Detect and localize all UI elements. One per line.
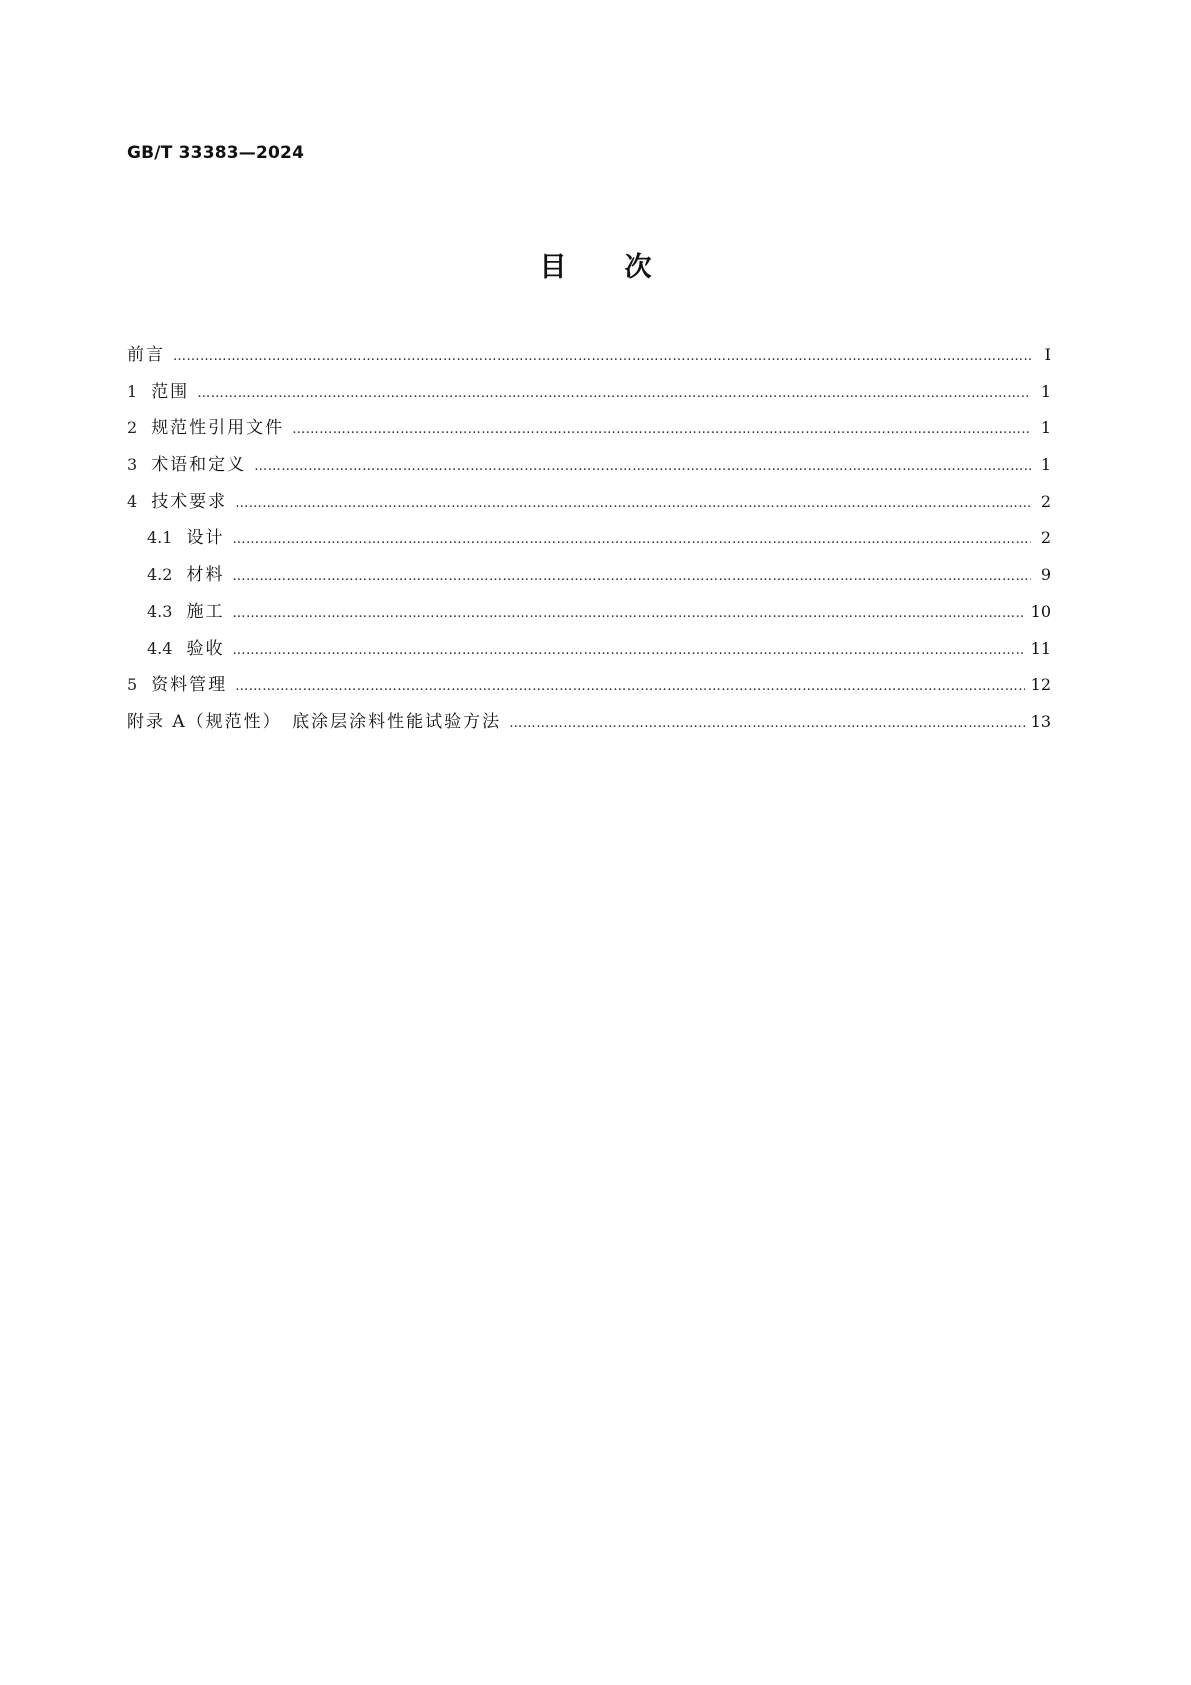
toc-entry-technical-requirements[interactable] bbox=[127, 487, 1051, 524]
toc-entry-number: 3 bbox=[127, 455, 138, 475]
dot-leader bbox=[509, 716, 1024, 731]
toc-entry-title: 施工 bbox=[186, 601, 225, 622]
toc-entry-page: 10 bbox=[1030, 601, 1051, 621]
table-of-contents bbox=[127, 340, 1051, 744]
toc-entry-records-management[interactable] bbox=[127, 670, 1051, 707]
toc-entry-page: 12 bbox=[1030, 675, 1051, 695]
dot-leader bbox=[232, 606, 1024, 621]
dot-leader bbox=[173, 349, 1031, 364]
toc-entry-page: 1 bbox=[1040, 381, 1051, 401]
toc-entry-number: 4.4 bbox=[147, 638, 173, 658]
toc-entry-number: 4.3 bbox=[147, 601, 173, 621]
toc-entry-number: 4.2 bbox=[147, 565, 173, 585]
toc-entry-materials[interactable] bbox=[127, 560, 1051, 597]
toc-entry-page: 2 bbox=[1040, 491, 1051, 511]
toc-entry-number: 4.1 bbox=[147, 528, 173, 548]
toc-entry-number: 5 bbox=[127, 675, 138, 695]
dot-leader bbox=[254, 459, 1031, 474]
toc-entry-page: Ⅰ bbox=[1044, 345, 1051, 364]
toc-entry-page: 9 bbox=[1040, 565, 1051, 585]
toc-entry-title: 术语和定义 bbox=[151, 455, 247, 476]
toc-entry-title: 验收 bbox=[186, 638, 225, 659]
toc-entry-construction[interactable] bbox=[127, 597, 1051, 634]
toc-entry-title: 设计 bbox=[186, 528, 225, 549]
dot-leader bbox=[292, 422, 1031, 437]
toc-entry-scope[interactable] bbox=[127, 377, 1051, 414]
toc-entry-design[interactable] bbox=[127, 523, 1051, 560]
toc-entry-number: 4 bbox=[127, 491, 138, 511]
dot-leader bbox=[232, 643, 1024, 658]
dot-leader bbox=[232, 532, 1031, 547]
toc-entry-title: 技术要求 bbox=[151, 491, 228, 512]
toc-entry-page: 1 bbox=[1040, 418, 1051, 438]
standard-code: GB/T 33383—2024 bbox=[127, 143, 305, 163]
toc-entry-page: 2 bbox=[1040, 528, 1051, 548]
toc-entry-annex-a[interactable] bbox=[127, 707, 1051, 744]
toc-entry-number: 1 bbox=[127, 381, 138, 401]
toc-entry-title: 范围 bbox=[151, 381, 190, 402]
dot-leader bbox=[235, 679, 1024, 694]
toc-entry-title: 附录 A（规范性） 底涂层涂料性能试验方法 bbox=[127, 711, 502, 732]
toc-title: 目次 bbox=[539, 252, 710, 283]
toc-entry-acceptance[interactable] bbox=[127, 634, 1051, 671]
toc-entry-page: 13 bbox=[1030, 711, 1051, 731]
toc-entry-title: 规范性引用文件 bbox=[151, 418, 285, 439]
dot-leader bbox=[197, 386, 1031, 401]
toc-entry-normative-references[interactable] bbox=[127, 413, 1051, 450]
toc-entry-page: 11 bbox=[1030, 638, 1051, 658]
toc-entry-title: 材料 bbox=[186, 565, 225, 586]
dot-leader bbox=[235, 496, 1031, 511]
toc-entry-title: 资料管理 bbox=[151, 675, 228, 696]
toc-entry-number: 2 bbox=[127, 418, 138, 438]
toc-entry-foreword[interactable] bbox=[127, 340, 1051, 377]
dot-leader bbox=[232, 569, 1031, 584]
toc-entry-terms-definitions[interactable] bbox=[127, 450, 1051, 487]
toc-entry-title: 前言 bbox=[127, 345, 165, 365]
toc-entry-page: 1 bbox=[1040, 455, 1051, 475]
